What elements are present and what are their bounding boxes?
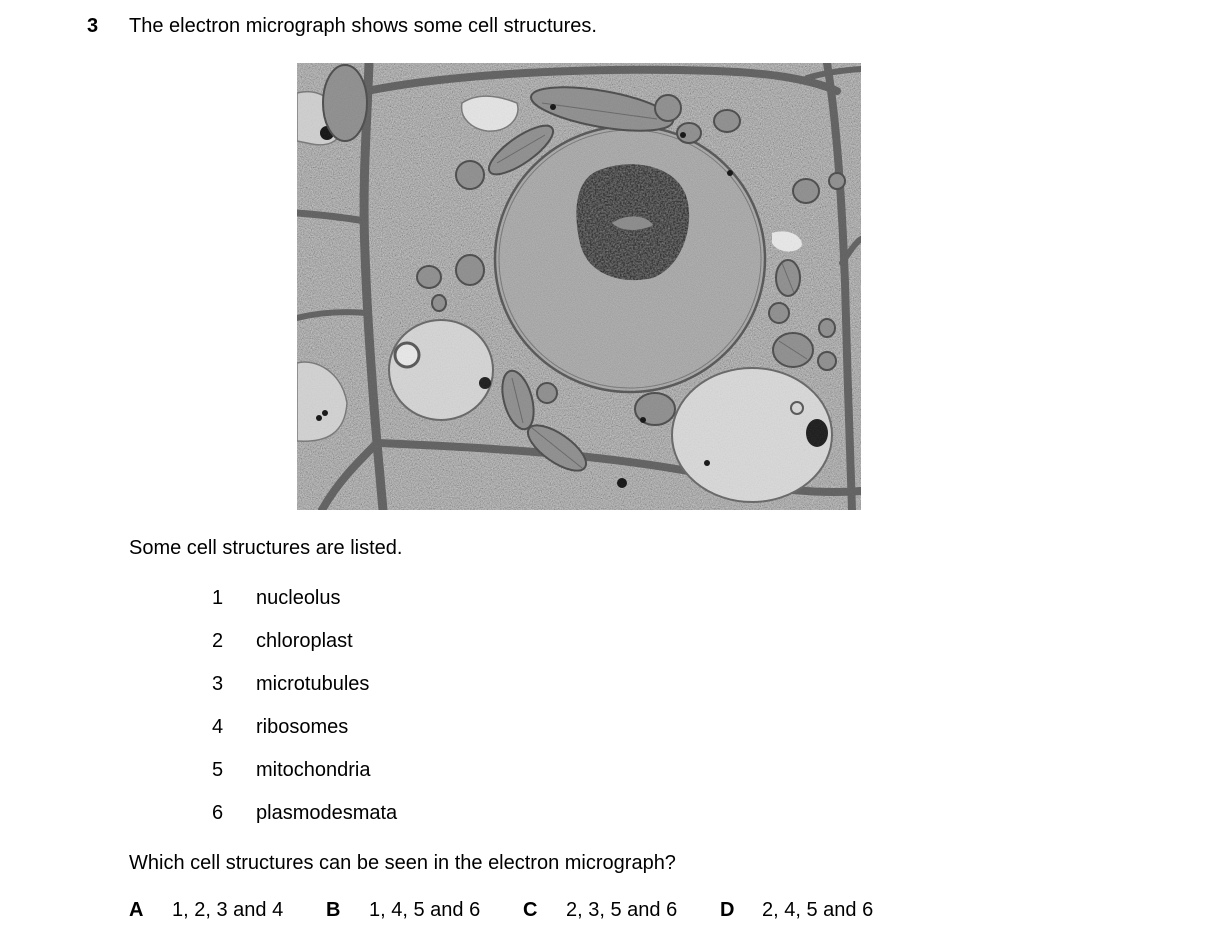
option-d[interactable] bbox=[720, 900, 734, 920]
option-d-text: 2, 4, 5 and 6 bbox=[762, 899, 874, 921]
list-item-label: ribosomes bbox=[256, 716, 349, 738]
question-prompt: Which cell structures can be seen in the electron micrograph? bbox=[129, 852, 676, 874]
option-c[interactable] bbox=[523, 900, 537, 920]
list-intro: Some cell structures are listed. bbox=[129, 537, 403, 559]
option-letter: D bbox=[720, 899, 735, 921]
question-stem: The electron micrograph shows some cell structures. bbox=[129, 15, 597, 37]
list-item-label: microtubules bbox=[256, 673, 370, 695]
question-number: 3 bbox=[87, 15, 99, 37]
option-c-text: 2, 3, 5 and 6 bbox=[566, 899, 678, 921]
list-item-number: 6 bbox=[212, 802, 224, 824]
list-item bbox=[0, 803, 1216, 827]
list-item bbox=[0, 588, 1216, 612]
list-item-number: 1 bbox=[212, 587, 224, 609]
list-item-label: mitochondria bbox=[256, 759, 371, 781]
list-item-number: 2 bbox=[212, 630, 224, 652]
option-letter: B bbox=[326, 899, 341, 921]
option-letter: C bbox=[523, 899, 538, 921]
list-item-number: 5 bbox=[212, 759, 224, 781]
electron-micrograph bbox=[297, 63, 861, 510]
option-letter: A bbox=[129, 899, 144, 921]
list-item-label: nucleolus bbox=[256, 587, 341, 609]
list-item bbox=[0, 760, 1216, 784]
list-item bbox=[0, 631, 1216, 655]
list-item bbox=[0, 717, 1216, 741]
option-b[interactable] bbox=[326, 900, 340, 920]
option-a-text: 1, 2, 3 and 4 bbox=[172, 899, 284, 921]
list-item-number: 3 bbox=[212, 673, 224, 695]
list-item-label: plasmodesmata bbox=[256, 802, 398, 824]
option-a[interactable] bbox=[129, 900, 143, 920]
list-item-number: 4 bbox=[212, 716, 224, 738]
option-b-text: 1, 4, 5 and 6 bbox=[369, 899, 481, 921]
list-item-label: chloroplast bbox=[256, 630, 353, 652]
list-item bbox=[0, 674, 1216, 698]
